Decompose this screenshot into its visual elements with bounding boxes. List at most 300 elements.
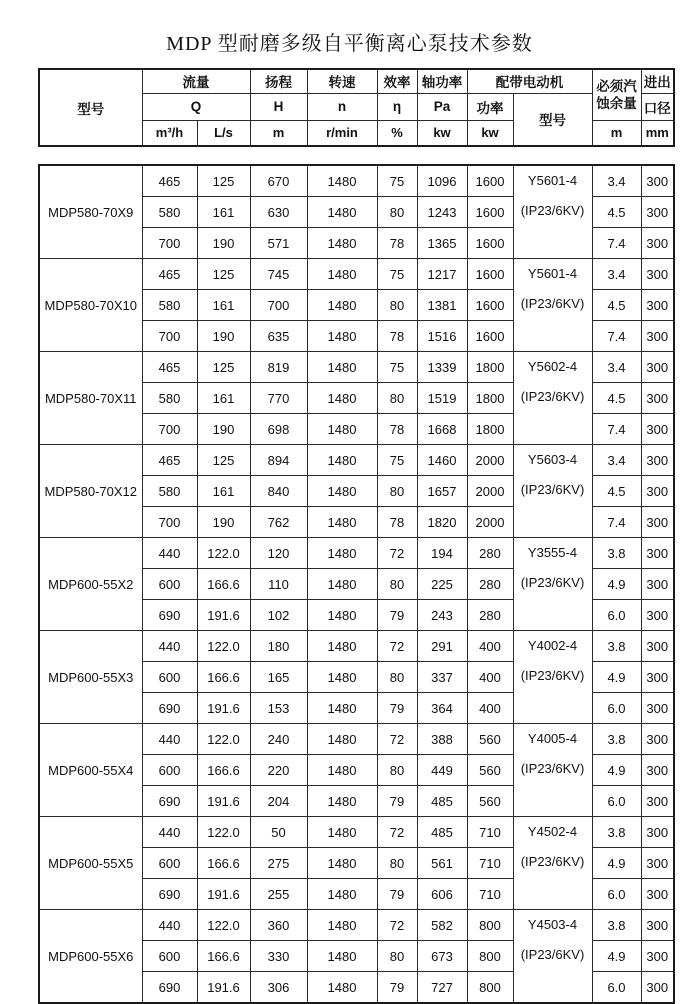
value-cell-pa: 673 xyxy=(417,941,467,972)
value-cell-h: 770 xyxy=(250,383,307,414)
spec-table-body xyxy=(39,165,674,1003)
value-cell-port: 300 xyxy=(641,197,674,228)
value-cell-m3h: 465 xyxy=(142,445,197,476)
value-cell-kw: 710 xyxy=(467,879,513,910)
value-cell-kw: 1800 xyxy=(467,383,513,414)
value-cell-h: 50 xyxy=(250,817,307,848)
value-cell-n: 1480 xyxy=(307,662,377,693)
value-cell-pa: 1381 xyxy=(417,290,467,321)
value-cell-npsh: 4.9 xyxy=(592,941,641,972)
value-cell-n: 1480 xyxy=(307,228,377,259)
header-npsh-line2: 蚀余量 xyxy=(596,95,637,111)
value-cell-h: 630 xyxy=(250,197,307,228)
value-cell-port: 300 xyxy=(641,693,674,724)
value-cell-h: 700 xyxy=(250,290,307,321)
value-cell-port: 300 xyxy=(641,507,674,538)
value-cell-pa: 1217 xyxy=(417,259,467,290)
value-cell-h: 153 xyxy=(250,693,307,724)
value-cell-n: 1480 xyxy=(307,817,377,848)
value-cell-eta: 72 xyxy=(377,817,417,848)
value-cell-m3h: 690 xyxy=(142,693,197,724)
value-cell-n: 1480 xyxy=(307,600,377,631)
header-port-line2: 口径 xyxy=(641,93,674,120)
value-cell-port: 300 xyxy=(641,786,674,817)
header-unit-ls: L/s xyxy=(197,120,250,146)
value-cell-port: 300 xyxy=(641,476,674,507)
motor-model-line1: Y5603-4 xyxy=(527,452,578,467)
value-cell-port: 300 xyxy=(641,817,674,848)
value-cell-eta: 80 xyxy=(377,476,417,507)
pump-model-cell: MDP600-55X4 xyxy=(39,724,142,817)
value-cell-ls: 161 xyxy=(197,476,250,507)
table-row xyxy=(39,910,674,941)
value-cell-pa: 449 xyxy=(417,755,467,786)
value-cell-m3h: 600 xyxy=(142,848,197,879)
value-cell-kw: 1600 xyxy=(467,290,513,321)
header-unit-npsh-m: m xyxy=(592,120,641,146)
motor-model-line1: Y4502-4 xyxy=(527,824,578,839)
value-cell-m3h: 580 xyxy=(142,476,197,507)
value-cell-m3h: 690 xyxy=(142,600,197,631)
value-cell-kw: 800 xyxy=(467,941,513,972)
value-cell-m3h: 690 xyxy=(142,786,197,817)
motor-model-cell xyxy=(513,724,592,817)
motor-model-cell xyxy=(513,817,592,910)
value-cell-pa: 225 xyxy=(417,569,467,600)
header-unit-percent: % xyxy=(377,120,417,146)
value-cell-h: 762 xyxy=(250,507,307,538)
header-q-symbol: Q xyxy=(142,93,250,120)
value-cell-eta: 72 xyxy=(377,910,417,941)
value-cell-h: 102 xyxy=(250,600,307,631)
value-cell-m3h: 600 xyxy=(142,755,197,786)
value-cell-pa: 485 xyxy=(417,786,467,817)
value-cell-m3h: 700 xyxy=(142,507,197,538)
value-cell-n: 1480 xyxy=(307,445,377,476)
header-unit-m: m xyxy=(250,120,307,146)
value-cell-n: 1480 xyxy=(307,569,377,600)
value-cell-m3h: 440 xyxy=(142,631,197,662)
header-pa-symbol: Pa xyxy=(417,93,467,120)
value-cell-npsh: 3.8 xyxy=(592,631,641,662)
value-cell-port: 300 xyxy=(641,352,674,383)
value-cell-pa: 1096 xyxy=(417,165,467,197)
value-cell-npsh: 6.0 xyxy=(592,786,641,817)
value-cell-m3h: 600 xyxy=(142,662,197,693)
value-cell-pa: 291 xyxy=(417,631,467,662)
value-cell-eta: 75 xyxy=(377,165,417,197)
value-cell-ls: 125 xyxy=(197,352,250,383)
value-cell-h: 306 xyxy=(250,972,307,1004)
value-cell-n: 1480 xyxy=(307,786,377,817)
value-cell-ls: 125 xyxy=(197,445,250,476)
value-cell-pa: 1657 xyxy=(417,476,467,507)
value-cell-kw: 400 xyxy=(467,662,513,693)
value-cell-n: 1480 xyxy=(307,724,377,755)
value-cell-n: 1480 xyxy=(307,755,377,786)
value-cell-n: 1480 xyxy=(307,941,377,972)
motor-model-cell xyxy=(513,165,592,259)
value-cell-n: 1480 xyxy=(307,165,377,197)
header-npsh xyxy=(592,69,641,120)
value-cell-kw: 710 xyxy=(467,817,513,848)
value-cell-m3h: 465 xyxy=(142,165,197,197)
value-cell-ls: 161 xyxy=(197,197,250,228)
value-cell-m3h: 600 xyxy=(142,569,197,600)
value-cell-m3h: 465 xyxy=(142,352,197,383)
header-unit-port-mm: mm xyxy=(641,120,674,146)
value-cell-npsh: 3.8 xyxy=(592,538,641,569)
value-cell-kw: 280 xyxy=(467,569,513,600)
value-cell-ls: 166.6 xyxy=(197,755,250,786)
value-cell-n: 1480 xyxy=(307,259,377,290)
value-cell-ls: 122.0 xyxy=(197,724,250,755)
value-cell-eta: 78 xyxy=(377,414,417,445)
value-cell-m3h: 580 xyxy=(142,383,197,414)
motor-model-cell xyxy=(513,259,592,352)
value-cell-m3h: 700 xyxy=(142,321,197,352)
value-cell-port: 300 xyxy=(641,910,674,941)
value-cell-npsh: 6.0 xyxy=(592,972,641,1004)
value-cell-port: 300 xyxy=(641,941,674,972)
motor-model-line2: (IP23/6KV) xyxy=(520,668,585,683)
value-cell-h: 894 xyxy=(250,445,307,476)
header-unit-kw-motor: kw xyxy=(467,120,513,146)
value-cell-n: 1480 xyxy=(307,383,377,414)
value-cell-ls: 125 xyxy=(197,259,250,290)
value-cell-h: 220 xyxy=(250,755,307,786)
value-cell-ls: 190 xyxy=(197,507,250,538)
value-cell-m3h: 440 xyxy=(142,538,197,569)
value-cell-ls: 191.6 xyxy=(197,786,250,817)
value-cell-npsh: 4.9 xyxy=(592,848,641,879)
value-cell-npsh: 6.0 xyxy=(592,693,641,724)
motor-model-line1: Y5601-4 xyxy=(527,266,578,281)
value-cell-ls: 191.6 xyxy=(197,879,250,910)
value-cell-m3h: 440 xyxy=(142,910,197,941)
value-cell-ls: 190 xyxy=(197,414,250,445)
value-cell-kw: 710 xyxy=(467,848,513,879)
value-cell-kw: 1800 xyxy=(467,414,513,445)
header-motor-group: 配带电动机 xyxy=(467,69,592,93)
value-cell-kw: 800 xyxy=(467,972,513,1004)
value-cell-kw: 280 xyxy=(467,538,513,569)
value-cell-n: 1480 xyxy=(307,972,377,1004)
value-cell-eta: 79 xyxy=(377,972,417,1004)
value-cell-npsh: 3.8 xyxy=(592,910,641,941)
value-cell-ls: 122.0 xyxy=(197,910,250,941)
value-cell-m3h: 700 xyxy=(142,414,197,445)
value-cell-ls: 191.6 xyxy=(197,693,250,724)
value-cell-n: 1480 xyxy=(307,538,377,569)
motor-model-line1: Y4005-4 xyxy=(527,731,578,746)
value-cell-eta: 72 xyxy=(377,631,417,662)
value-cell-ls: 122.0 xyxy=(197,631,250,662)
header-head: 扬程 xyxy=(250,69,307,93)
value-cell-port: 300 xyxy=(641,321,674,352)
value-cell-npsh: 7.4 xyxy=(592,414,641,445)
value-cell-eta: 72 xyxy=(377,538,417,569)
pump-model-cell: MDP580-70X10 xyxy=(39,259,142,352)
value-cell-eta: 78 xyxy=(377,321,417,352)
pump-model-cell: MDP600-55X3 xyxy=(39,631,142,724)
value-cell-n: 1480 xyxy=(307,352,377,383)
pump-model-cell: MDP580-70X11 xyxy=(39,352,142,445)
value-cell-kw: 1600 xyxy=(467,321,513,352)
value-cell-npsh: 4.9 xyxy=(592,662,641,693)
value-cell-npsh: 3.4 xyxy=(592,259,641,290)
value-cell-pa: 243 xyxy=(417,600,467,631)
value-cell-ls: 191.6 xyxy=(197,600,250,631)
motor-model-line1: Y4503-4 xyxy=(527,917,578,932)
header-h-symbol: H xyxy=(250,93,307,120)
value-cell-kw: 1800 xyxy=(467,352,513,383)
value-cell-eta: 80 xyxy=(377,662,417,693)
header-speed: 转速 xyxy=(307,69,377,93)
value-cell-pa: 485 xyxy=(417,817,467,848)
motor-model-line2: (IP23/6KV) xyxy=(520,575,585,590)
value-cell-npsh: 7.4 xyxy=(592,321,641,352)
motor-model-line1: Y5601-4 xyxy=(527,173,578,188)
value-cell-npsh: 3.4 xyxy=(592,165,641,197)
value-cell-pa: 1243 xyxy=(417,197,467,228)
header-shaft-power: 轴功率 xyxy=(417,69,467,93)
value-cell-h: 180 xyxy=(250,631,307,662)
value-cell-h: 670 xyxy=(250,165,307,197)
value-cell-port: 300 xyxy=(641,538,674,569)
value-cell-eta: 80 xyxy=(377,290,417,321)
table-row xyxy=(39,445,674,476)
value-cell-npsh: 3.4 xyxy=(592,352,641,383)
value-cell-n: 1480 xyxy=(307,321,377,352)
value-cell-port: 300 xyxy=(641,414,674,445)
value-cell-eta: 75 xyxy=(377,445,417,476)
pump-model-cell: MDP580-70X9 xyxy=(39,165,142,259)
motor-model-line2: (IP23/6KV) xyxy=(520,389,585,404)
value-cell-port: 300 xyxy=(641,662,674,693)
value-cell-npsh: 3.4 xyxy=(592,445,641,476)
value-cell-n: 1480 xyxy=(307,290,377,321)
value-cell-m3h: 600 xyxy=(142,941,197,972)
value-cell-npsh: 6.0 xyxy=(592,879,641,910)
value-cell-npsh: 4.5 xyxy=(592,197,641,228)
value-cell-pa: 1519 xyxy=(417,383,467,414)
value-cell-eta: 72 xyxy=(377,724,417,755)
value-cell-n: 1480 xyxy=(307,414,377,445)
value-cell-kw: 280 xyxy=(467,600,513,631)
value-cell-n: 1480 xyxy=(307,879,377,910)
value-cell-port: 300 xyxy=(641,569,674,600)
value-cell-kw: 1600 xyxy=(467,228,513,259)
value-cell-ls: 190 xyxy=(197,321,250,352)
value-cell-kw: 2000 xyxy=(467,507,513,538)
value-cell-h: 840 xyxy=(250,476,307,507)
motor-model-cell xyxy=(513,445,592,538)
table-row xyxy=(39,352,674,383)
value-cell-m3h: 690 xyxy=(142,972,197,1004)
motor-model-line2: (IP23/6KV) xyxy=(520,203,585,218)
motor-model-cell xyxy=(513,631,592,724)
value-cell-h: 204 xyxy=(250,786,307,817)
value-cell-m3h: 465 xyxy=(142,259,197,290)
value-cell-port: 300 xyxy=(641,290,674,321)
value-cell-n: 1480 xyxy=(307,693,377,724)
value-cell-ls: 191.6 xyxy=(197,972,250,1004)
pump-model-cell: MDP580-70X12 xyxy=(39,445,142,538)
pump-model-cell: MDP600-55X5 xyxy=(39,817,142,910)
value-cell-eta: 78 xyxy=(377,507,417,538)
value-cell-ls: 166.6 xyxy=(197,848,250,879)
motor-model-cell xyxy=(513,352,592,445)
header-port-line1: 进出 xyxy=(641,69,674,93)
value-cell-eta: 79 xyxy=(377,879,417,910)
value-cell-ls: 166.6 xyxy=(197,569,250,600)
value-cell-n: 1480 xyxy=(307,910,377,941)
value-cell-npsh: 6.0 xyxy=(592,600,641,631)
value-cell-kw: 560 xyxy=(467,755,513,786)
value-cell-h: 330 xyxy=(250,941,307,972)
value-cell-npsh: 7.4 xyxy=(592,507,641,538)
value-cell-eta: 75 xyxy=(377,259,417,290)
table-row xyxy=(39,259,674,290)
value-cell-npsh: 3.8 xyxy=(592,724,641,755)
value-cell-pa: 1668 xyxy=(417,414,467,445)
header-unit-kw-shaft: kw xyxy=(417,120,467,146)
value-cell-h: 360 xyxy=(250,910,307,941)
value-cell-h: 698 xyxy=(250,414,307,445)
motor-model-line2: (IP23/6KV) xyxy=(520,947,585,962)
value-cell-eta: 79 xyxy=(377,693,417,724)
header-model: 型号 xyxy=(39,69,142,146)
value-cell-n: 1480 xyxy=(307,197,377,228)
value-cell-port: 300 xyxy=(641,755,674,786)
value-cell-h: 240 xyxy=(250,724,307,755)
table-row xyxy=(39,631,674,662)
value-cell-kw: 800 xyxy=(467,910,513,941)
value-cell-pa: 582 xyxy=(417,910,467,941)
value-cell-pa: 364 xyxy=(417,693,467,724)
table-row xyxy=(39,165,674,197)
value-cell-m3h: 440 xyxy=(142,724,197,755)
value-cell-ls: 125 xyxy=(197,165,250,197)
value-cell-port: 300 xyxy=(641,879,674,910)
value-cell-kw: 1600 xyxy=(467,197,513,228)
header-table xyxy=(38,68,675,147)
value-cell-m3h: 690 xyxy=(142,879,197,910)
value-cell-pa: 194 xyxy=(417,538,467,569)
pump-model-cell: MDP600-55X6 xyxy=(39,910,142,1004)
value-cell-pa: 1460 xyxy=(417,445,467,476)
motor-model-line1: Y5602-4 xyxy=(527,359,578,374)
header-n-symbol: n xyxy=(307,93,377,120)
value-cell-pa: 606 xyxy=(417,879,467,910)
value-cell-kw: 560 xyxy=(467,724,513,755)
value-cell-port: 300 xyxy=(641,445,674,476)
value-cell-npsh: 4.5 xyxy=(592,290,641,321)
value-cell-pa: 1339 xyxy=(417,352,467,383)
value-cell-eta: 79 xyxy=(377,786,417,817)
value-cell-ls: 190 xyxy=(197,228,250,259)
header-unit-m3h: m³/h xyxy=(142,120,197,146)
value-cell-port: 300 xyxy=(641,848,674,879)
value-cell-kw: 560 xyxy=(467,786,513,817)
motor-model-line1: Y4002-4 xyxy=(527,638,578,653)
value-cell-ls: 166.6 xyxy=(197,941,250,972)
value-cell-pa: 1365 xyxy=(417,228,467,259)
value-cell-h: 745 xyxy=(250,259,307,290)
value-cell-eta: 79 xyxy=(377,600,417,631)
value-cell-n: 1480 xyxy=(307,631,377,662)
motor-model-line1: Y3555-4 xyxy=(527,545,578,560)
value-cell-eta: 80 xyxy=(377,383,417,414)
value-cell-port: 300 xyxy=(641,724,674,755)
value-cell-port: 300 xyxy=(641,600,674,631)
value-cell-h: 635 xyxy=(250,321,307,352)
motor-model-line2: (IP23/6KV) xyxy=(520,761,585,776)
value-cell-m3h: 440 xyxy=(142,817,197,848)
value-cell-eta: 80 xyxy=(377,755,417,786)
value-cell-m3h: 580 xyxy=(142,197,197,228)
value-cell-ls: 161 xyxy=(197,290,250,321)
motor-model-line2: (IP23/6KV) xyxy=(520,854,585,869)
header-motor-power: 功率 xyxy=(467,93,513,120)
value-cell-h: 275 xyxy=(250,848,307,879)
value-cell-m3h: 580 xyxy=(142,290,197,321)
value-cell-pa: 727 xyxy=(417,972,467,1004)
value-cell-h: 120 xyxy=(250,538,307,569)
header-eta-symbol: η xyxy=(377,93,417,120)
pump-model-cell: MDP600-55X2 xyxy=(39,538,142,631)
motor-model-line2: (IP23/6KV) xyxy=(520,296,585,311)
value-cell-npsh: 4.5 xyxy=(592,383,641,414)
value-cell-kw: 1600 xyxy=(467,165,513,197)
motor-model-cell xyxy=(513,538,592,631)
value-cell-port: 300 xyxy=(641,383,674,414)
motor-model-cell xyxy=(513,910,592,1004)
value-cell-eta: 80 xyxy=(377,941,417,972)
value-cell-npsh: 3.8 xyxy=(592,817,641,848)
value-cell-ls: 122.0 xyxy=(197,538,250,569)
value-cell-ls: 166.6 xyxy=(197,662,250,693)
value-cell-kw: 2000 xyxy=(467,476,513,507)
value-cell-eta: 78 xyxy=(377,228,417,259)
value-cell-n: 1480 xyxy=(307,476,377,507)
value-cell-kw: 2000 xyxy=(467,445,513,476)
value-cell-port: 300 xyxy=(641,631,674,662)
value-cell-pa: 1516 xyxy=(417,321,467,352)
value-cell-eta: 80 xyxy=(377,569,417,600)
value-cell-n: 1480 xyxy=(307,507,377,538)
spec-table xyxy=(38,164,675,1004)
value-cell-port: 300 xyxy=(641,165,674,197)
value-cell-pa: 337 xyxy=(417,662,467,693)
value-cell-eta: 80 xyxy=(377,197,417,228)
value-cell-kw: 400 xyxy=(467,693,513,724)
value-cell-npsh: 4.9 xyxy=(592,569,641,600)
value-cell-h: 255 xyxy=(250,879,307,910)
header-npsh-line1: 必须汽 xyxy=(596,78,637,94)
value-cell-m3h: 700 xyxy=(142,228,197,259)
header-flow: 流量 xyxy=(142,69,250,93)
value-cell-npsh: 4.9 xyxy=(592,755,641,786)
value-cell-ls: 161 xyxy=(197,383,250,414)
table-row xyxy=(39,817,674,848)
value-cell-h: 110 xyxy=(250,569,307,600)
value-cell-port: 300 xyxy=(641,972,674,1004)
header-motor-model: 型号 xyxy=(513,93,592,146)
value-cell-pa: 1820 xyxy=(417,507,467,538)
value-cell-kw: 400 xyxy=(467,631,513,662)
